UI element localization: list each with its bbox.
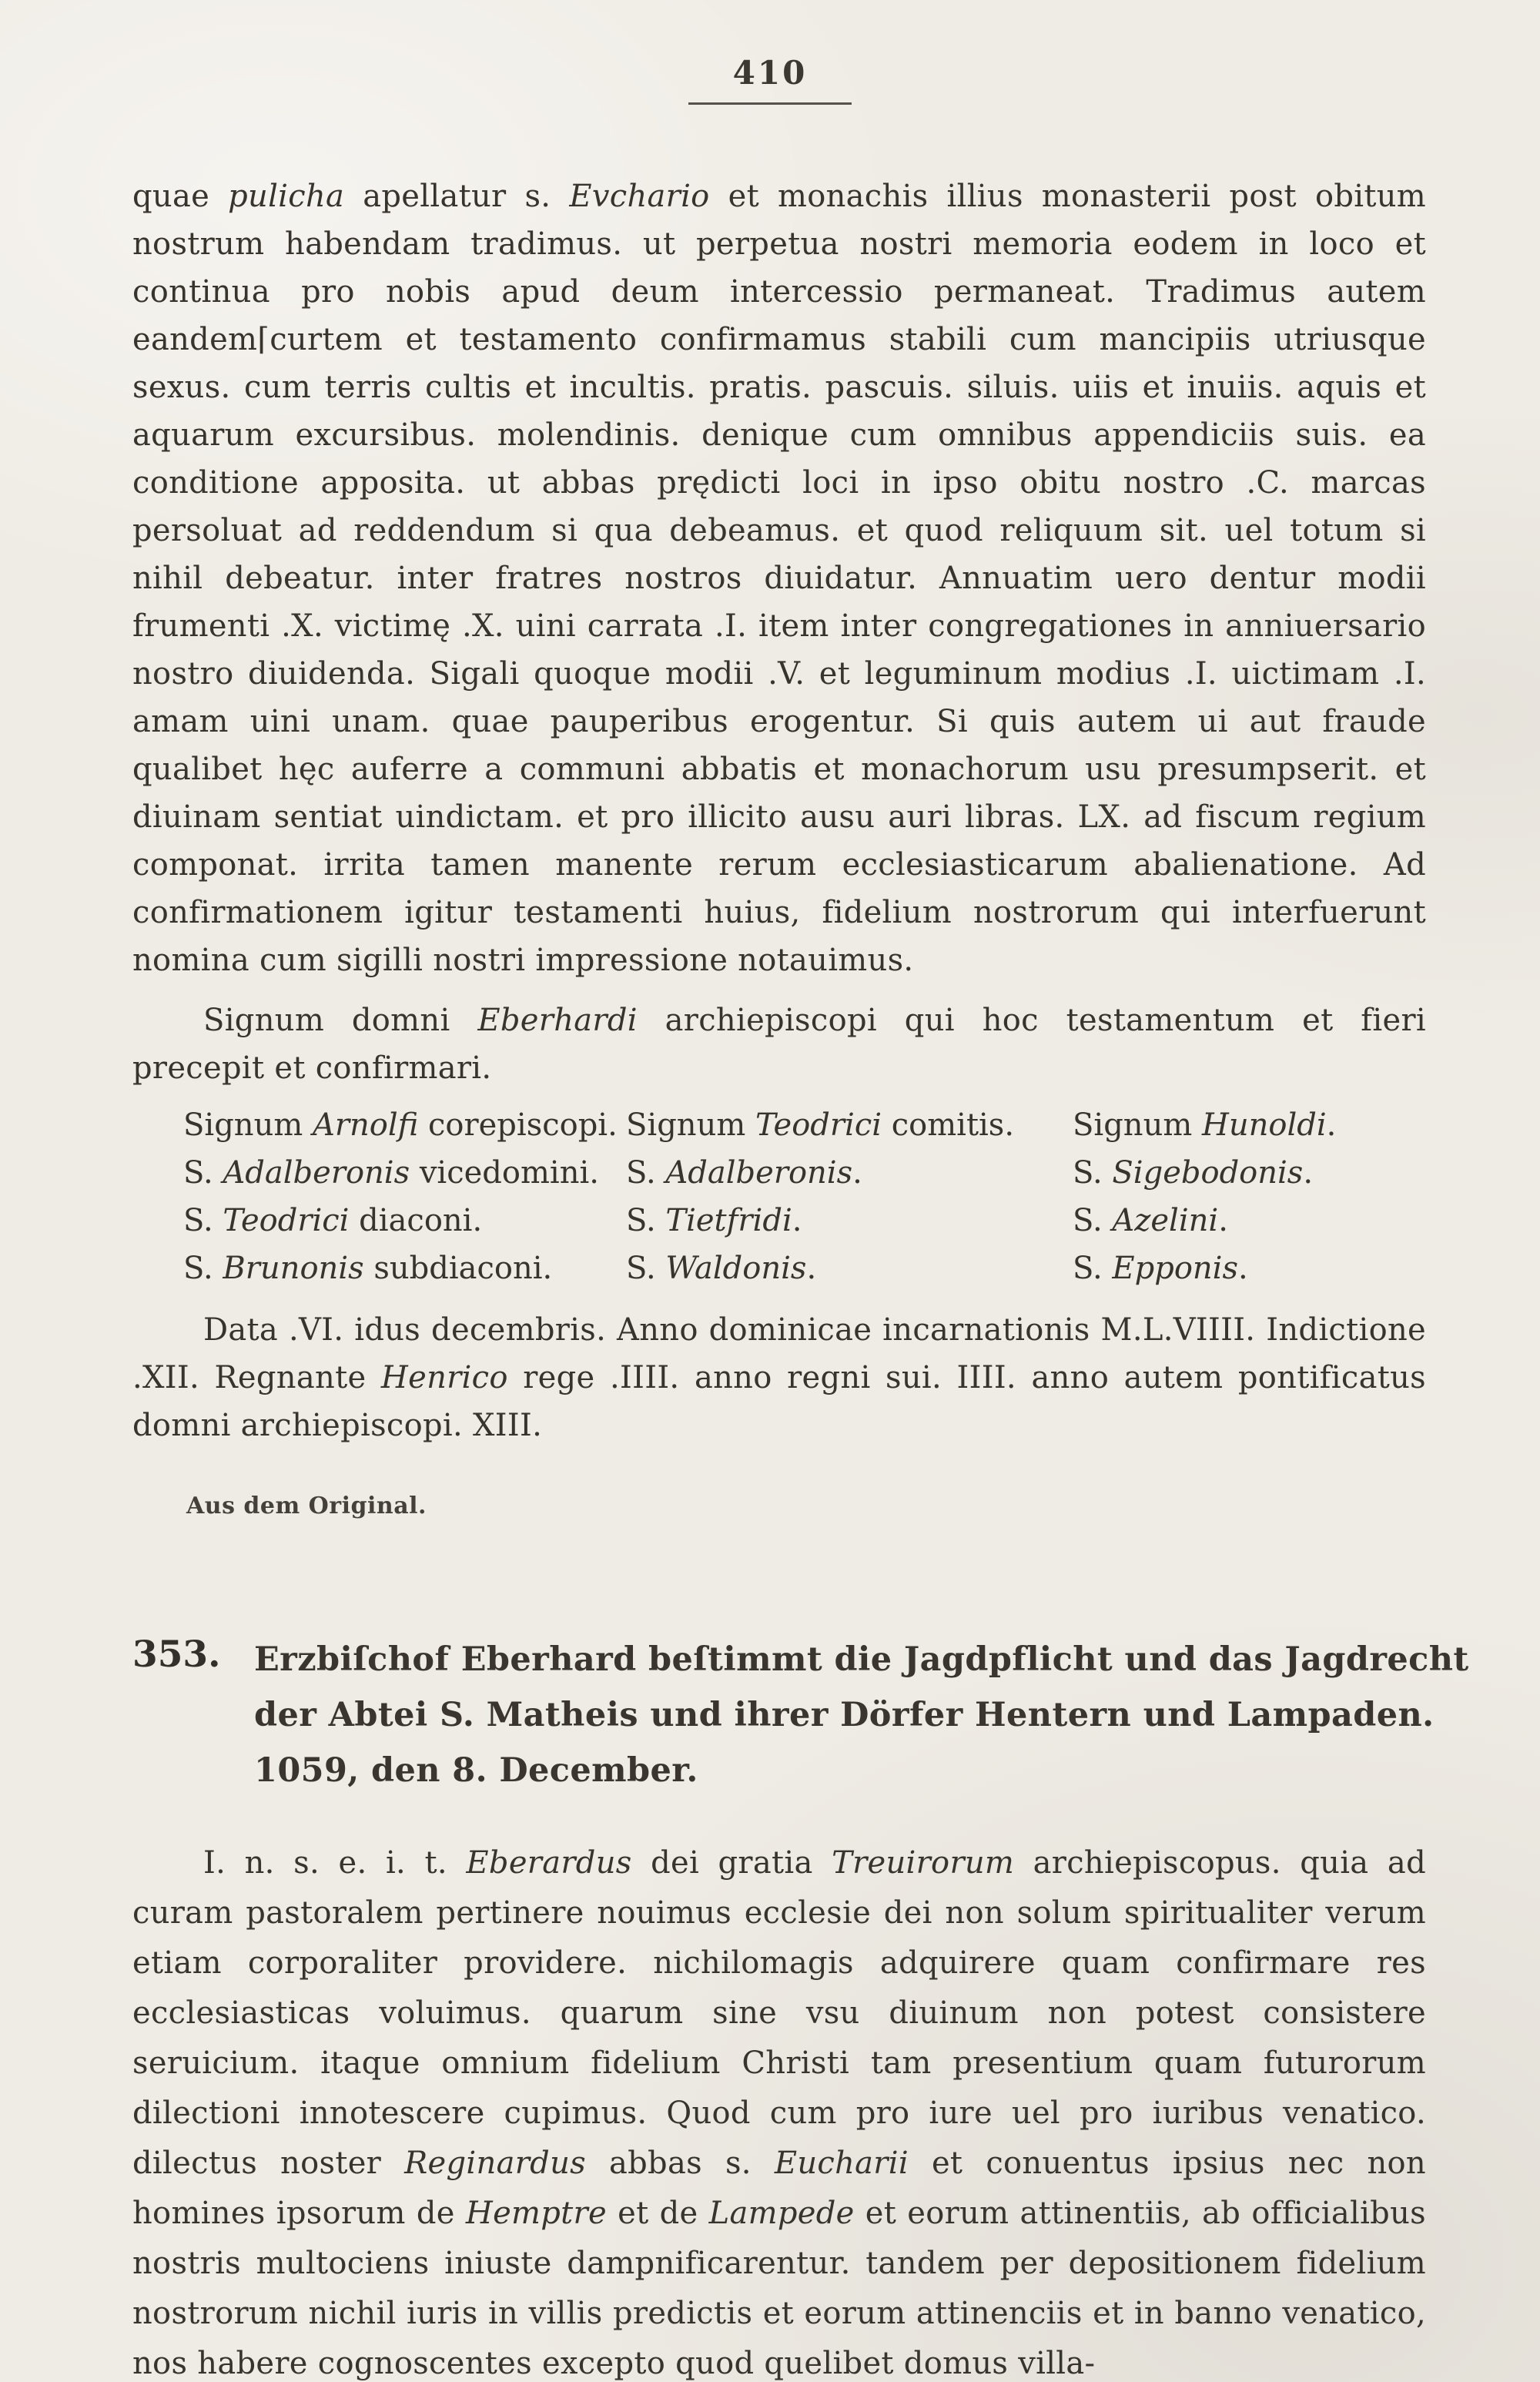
text-segment: Signum [1073, 1107, 1202, 1143]
signature-cell [626, 1197, 1073, 1245]
signature-cell [626, 1149, 1073, 1197]
text-segment: S. [1073, 1251, 1113, 1286]
text-segment: Brunonis [223, 1251, 364, 1286]
text-segment: Lampede [708, 2196, 855, 2231]
signature-cell [1073, 1101, 1426, 1149]
text-segment: S. [1073, 1203, 1113, 1238]
text-segment: corepiscopi. [418, 1107, 618, 1143]
text-segment: apellatur s. [344, 179, 570, 214]
text-segment: dei gratia [631, 1845, 832, 1881]
text-segment: Signum domni [203, 1003, 478, 1038]
text-segment: Eberardus [466, 1845, 632, 1881]
text-segment: Signum [626, 1107, 755, 1143]
signature-table [183, 1101, 1426, 1292]
text-segment: vicedomini. [410, 1155, 599, 1191]
text-segment: Eucharii [774, 2146, 909, 2181]
text-segment: archiepiscopus. quia ad curam pastoralem pertinere nouimus ecclesie dei non solum spiritualiter verum etiam corporaliter providere. nichilomagis adquirere quam confirmare res ecclesiasticas voluimus. quarum sine vsu diuinum non potest consistere seruicium. itaque omnium fidelium Christi tam presentium quam futurorum dilectioni innotescere cupimus. Quod cum pro iure uel pro iuribus venatico. dilectus noster [132, 1845, 1426, 2181]
text-segment: Eberhardi [477, 1003, 638, 1038]
text-segment: Signum [183, 1107, 313, 1143]
entry-number: 353. [132, 1633, 221, 1676]
signature-cell [1073, 1245, 1426, 1292]
text-segment: Adalberonis [665, 1155, 853, 1191]
text-segment: Hunoldi [1201, 1107, 1327, 1143]
text-segment: Epponis [1112, 1251, 1238, 1286]
text-segment: S. [626, 1251, 666, 1286]
text-segment: Data .VI. idus decembris. Anno dominicae incarnationis M.L.VIIII. Indictione .XII. Regnante [132, 1312, 1426, 1395]
signature-cell [183, 1245, 626, 1292]
text-segment: et de [606, 2196, 709, 2231]
text-segment: Arnolfi [312, 1107, 419, 1143]
doc353-body-paragraph [132, 1838, 1426, 2382]
text-segment: Henrico [380, 1360, 508, 1395]
signature-cell [626, 1101, 1073, 1149]
text-segment: Treuirorum [832, 1845, 1015, 1881]
signature-cell [183, 1197, 626, 1245]
text-segment: comitis. [882, 1107, 1015, 1143]
text-segment: Teodrici [223, 1203, 350, 1238]
doc352-dating-paragraph [132, 1306, 1426, 1449]
text-segment: Azelini [1112, 1203, 1219, 1238]
entry-title-line: Erzbiſchof Eberhard beſtimmt die Jagdpflicht und das Jagdrecht [254, 1640, 1469, 1679]
signature-cell [183, 1149, 626, 1197]
text-segment: . [1303, 1155, 1314, 1191]
text-segment: Teodrici [755, 1107, 882, 1143]
text-segment: S. [183, 1251, 223, 1286]
page-number: 410 [688, 54, 852, 105]
text-segment: S. [626, 1203, 666, 1238]
text-segment: et eorum attinentiis, ab officialibus nostris multociens iniuste dampnificarentur. tandem per depositionem fidelium nostrorum nichil iuris in villis predictis et eorum attinenciis et in banno venatico, nos habere cognoscentes excepto quod quelibet domus villa- [132, 2196, 1426, 2381]
text-segment: Hemptre [465, 2196, 607, 2231]
text-segment: S. [183, 1203, 223, 1238]
signature-cell [1073, 1197, 1426, 1245]
text-segment: et monachis illius monasterii post obitum nostrum habendam tradimus. ut perpetua nostri memoria eodem in loco et continua pro nobis apud deum intercessio permaneat. Tradimus autem eandem⌈curtem et testamento confirmamus stabili cum mancipiis utriusque sexus. cum terris cultis et incultis. pratis. pascuis. siluis. uiis et inuiis. aquis et aquarum excursibus. molendinis. denique cum omnibus appendiciis suis. ea conditione apposita. ut abbas prędicti loci in ipso obitu nostro .C. marcas persoluat ad reddendum si qua debeamus. et quod reliquum sit. uel totum si nihil debeatur. inter fratres nostros diuidatur. Annuatim uero dentur modii frumenti .X. victimę .X. uini carrata .I. item inter congregationes in anniuersario nostro diuidenda. Sigali quoque modii .V. et leguminum modius .I. uictimam .I. amam uini unam. quae pauperibus erogentur. Si quis autem ui aut fraude qualibet hęc auferre a communi abbatis et monachorum usu presumpserit. et diuinam sentiat uindictam. et pro illicito ausu auri libras. LX. ad fiscum regium componat. irrita tamen manente rerum ecclesiasticarum abalienatione. Ad confirmationem igitur testamenti huius, fidelium nostrorum qui interfuerunt nomina cum sigilli nostri impressione notauimus. [132, 179, 1427, 978]
text-segment: . [806, 1251, 817, 1286]
text-segment: I. n. s. e. i. t. [203, 1845, 467, 1881]
text-segment: subdiaconi. [363, 1251, 553, 1286]
text-segment: rege .IIII. anno regni sui. IIII. anno autem pontificatus domni archiepiscopi. XIII. [132, 1360, 1426, 1443]
text-segment: . [1326, 1107, 1337, 1143]
source-note: Aus dem Original. [186, 1493, 427, 1519]
entry-title-line: 1059, den 8. December. [254, 1751, 698, 1790]
text-segment: et conuentus ipsius nec non homines ipsorum de [132, 2146, 1426, 2231]
signature-cell [1073, 1149, 1426, 1197]
signature-cell [183, 1101, 626, 1149]
text-segment: S. [1073, 1155, 1113, 1191]
text-segment: . [852, 1155, 862, 1191]
text-segment: quae [132, 179, 229, 214]
text-segment: . [1237, 1251, 1248, 1286]
doc352-body-paragraph [132, 173, 1426, 984]
text-segment: archiepiscopi qui hoc testamentum et fieri precepit et confirmari. [132, 1003, 1426, 1086]
text-segment: S. [626, 1155, 666, 1191]
text-segment: . [792, 1203, 802, 1238]
entry-353 [132, 1632, 1469, 2382]
text-segment: Reginardus [404, 2146, 586, 2181]
entry-353-heading [132, 1632, 1469, 1798]
page-content [0, 173, 1540, 2382]
entry-title-line: der Abtei S. Matheis und ihrer Dörfer Hentern und Lampaden. [254, 1696, 1435, 1734]
page-header [0, 0, 1540, 105]
text-segment: Tietfridi [665, 1203, 792, 1238]
text-segment: Evchario [569, 179, 710, 214]
text-segment: Waldonis [665, 1251, 807, 1286]
entry-title [254, 1632, 1469, 1798]
signature-cell [626, 1245, 1073, 1292]
text-segment: S. [183, 1155, 223, 1191]
text-segment: Adalberonis [223, 1155, 410, 1191]
text-segment: Sigebodonis [1112, 1155, 1304, 1191]
text-segment: pulicha [228, 179, 345, 214]
text-segment: abbas s. [585, 2146, 775, 2181]
text-segment: diaconi. [349, 1203, 483, 1238]
doc352-attestation-paragraph [132, 997, 1426, 1092]
text-segment: . [1218, 1203, 1228, 1238]
